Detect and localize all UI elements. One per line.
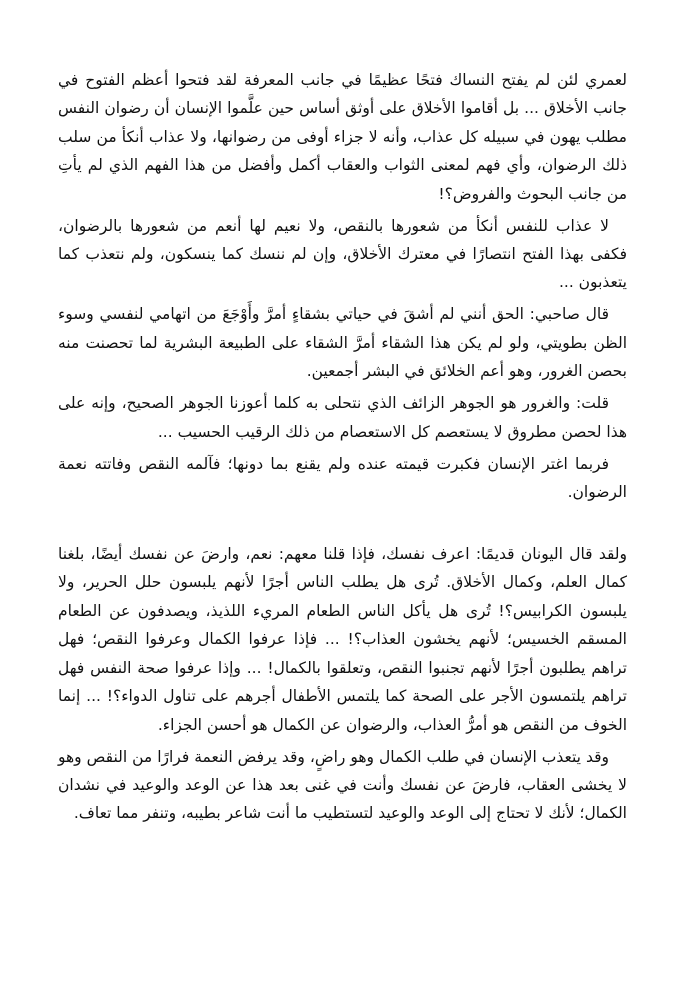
paragraph: لا عذاب للنفس أنكأ من شعورها بالنقص، ولا نعيم لها أنعم من شعورها بالرضوان، فكفى بهذا الفتح انتصارًا في معترك الأخلاق، وإن لم ننسك كما ينسكون، ولم نتعذب كما يتعذبون ...	[58, 216, 627, 292]
paragraph: ولقد قال اليونان قديمًا: اعرف نفسك، فإذا قلنا معهم: نعم، وارضَ عن نفسك أيضًا، بلغنا كمال العلم، وكمال الأخلاق. تُرى هل يطلب الناس أجرًا لأنهم يلبسون حلل الحرير، ولا يلبسون الكرابيس؟! تُرى هل يأكل الناس الطعام المريء اللذيذ، ويصدفون عن الطعام المسقم الخسيس؛ لأنهم يخشون العذاب؟! ... فإذا عرفوا الكمال وعرفوا النقص؛ فهل تراهم يطلبون أجرًا لأنهم تجنبوا النقص، وتعلقوا بالكمال! ... وإذا عرفوا صحة النفس فهل تراهم يلتمسون الأجر على الصحة كما يلتمس الأطفال أجرهم على تناول الدواء؟! ... إنما الخوف من النقص هو أمرُّ العذاب، والرضوان عن الكمال هو أحسن الجزاء.	[58, 545, 627, 734]
paragraph: فربما اغتر الإنسان فكبرت قيمته عنده ولم يقنع بما دونها؛ فآلمه النقص وفاتته نعمة الرضوان.	[58, 454, 627, 502]
section-break	[58, 510, 627, 540]
document-page	[58, 66, 627, 831]
paragraph: قلت: والغرور هو الجوهر الزائف الذي نتحلى به كلما أعوزنا الجوهر الصحيح، وإنه على هذا لحصن مطروق لا يستعصم كل الاستعصام من ذلك الرقيب الحسيب ...	[58, 394, 627, 441]
paragraph: قال صاحبي: الحق أنني لم أشقَ في حياتي بشقاءٍ أمرَّ وأَوْجَعَ من اتهامي لنفسي وسوء الظن بطويتي، ولو لم يكن هذا الشقاء أمرَّ الشقاء على الطبيعة البشرية لما تحصنت منه بحصن الغرور، وهو أعم الخلائق في البشر أجمعين.	[58, 305, 627, 381]
paragraph: لعمري لئن لم يفتح النساك فتحًا عظيمًا في جانب المعرفة لقد فتحوا أعظم الفتوح في جانب الأخلاق ... بل أقاموا الأخلاق على أوثق أساس حين علَّموا الإنسان أن رضوان النفس مطلب يهون في سبيله كل عذاب، وأنه لا جزاء أوفى من رضوانها، ولا عذاب أنكأ من سلب ذلك الرضوان، وأي فهم لمعنى الثواب والعقاب أكمل وأفضل من هذا الفهم الذي لم يأتِ من جانب البحوث والفروض؟!	[58, 71, 627, 203]
paragraph: وقد يتعذب الإنسان في طلب الكمال وهو راضٍ، وقد يرفض النعمة فرارًا من النقص وهو لا يخشى العقاب، فارضَ عن نفسك وأنت في غنى بعد هذا عن الوعد والوعيد في نشدان الكمال؛ لأنك لا تحتاج إلى الوعد والوعيد لتستطيب ما أنت شاعر بطيبه، وتنفر مما تعاف.	[58, 747, 627, 823]
